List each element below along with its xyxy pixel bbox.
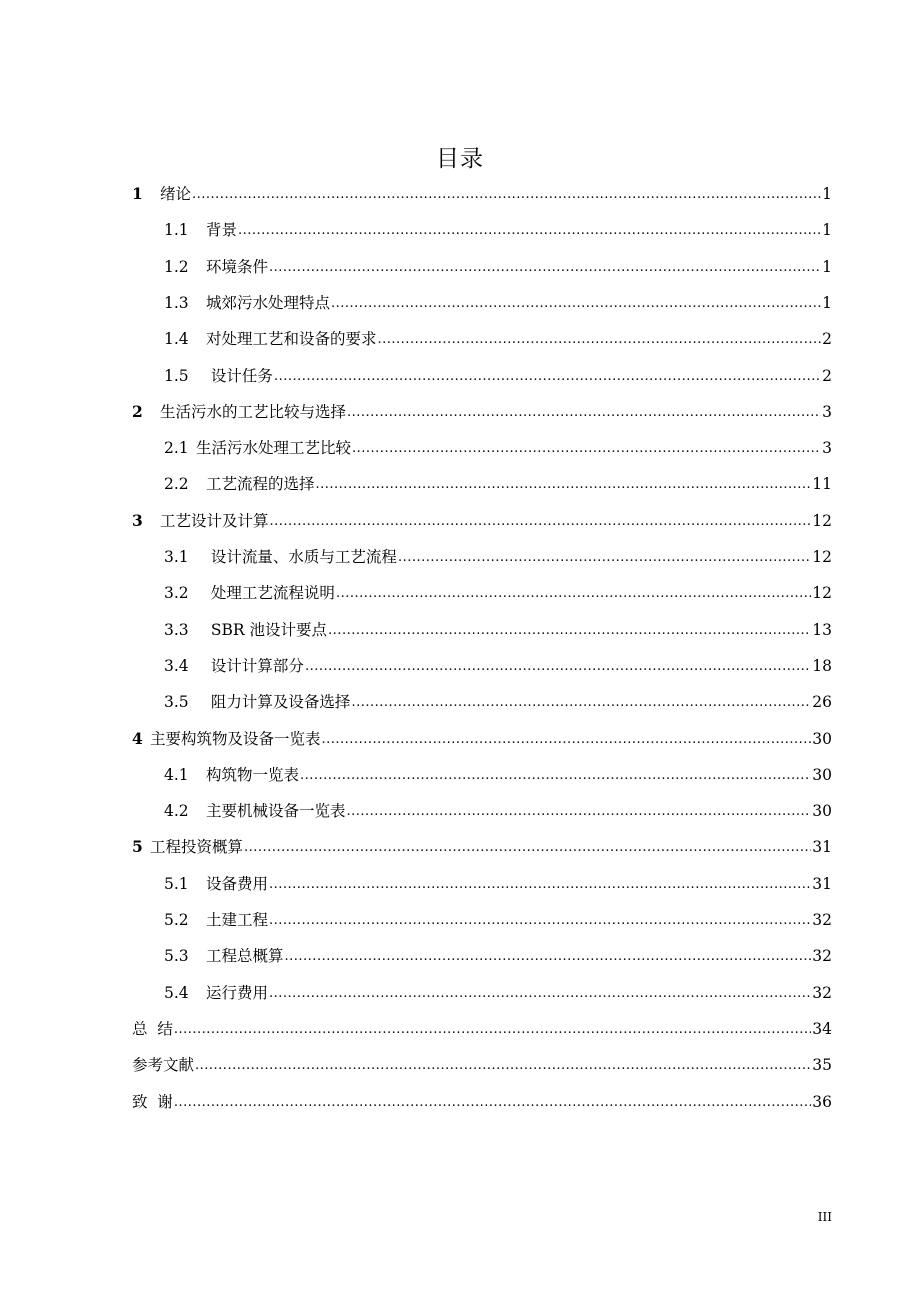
toc-entry-number: 1.3: [164, 293, 189, 312]
toc-entry-label: 设计计算部分: [206, 656, 304, 675]
toc-dot-leader: [174, 1021, 811, 1039]
toc-entry[interactable]: [164, 616, 832, 640]
toc-entry-number: 2.2: [164, 475, 189, 494]
toc-entry[interactable]: [164, 688, 832, 712]
toc-entry-label: 设计流量、水质与工艺流程: [206, 548, 397, 566]
toc-entry[interactable]: [164, 362, 832, 386]
toc-entry-number: 5.4: [164, 983, 189, 1002]
page-number: III: [817, 1210, 832, 1224]
toc-entry-number: 2: [132, 401, 143, 421]
toc-entry-label: 主要构筑物及设备一览表: [150, 729, 321, 748]
toc-entry-number: 3.3: [164, 620, 189, 639]
toc-dot-leader: [269, 912, 811, 930]
toc-dot-leader: [269, 259, 821, 277]
toc-entry-label: 运行费用: [206, 983, 269, 1002]
toc-entry-label: 设备费用: [206, 874, 269, 893]
toc-dot-leader: [316, 476, 812, 494]
toc-dot-leader: [398, 549, 811, 567]
toc-entry-page: 1: [822, 293, 832, 312]
toc-entry-label: 城郊污水处理特点: [206, 293, 331, 312]
toc-entry-number: 5: [132, 837, 143, 857]
toc-entry[interactable]: [132, 398, 832, 422]
toc-dot-leader: [328, 622, 811, 640]
toc-entry[interactable]: [132, 507, 832, 531]
toc-entry-label: 阻力计算及设备选择: [206, 693, 351, 712]
toc-entry[interactable]: [164, 253, 832, 277]
toc-dot-leader: [305, 658, 811, 676]
toc-entry[interactable]: [164, 470, 832, 494]
toc-entry-label: 工程总概算: [206, 947, 284, 966]
toc-entry-number: 3.1: [164, 548, 189, 566]
toc-entry-page: 35: [812, 1056, 832, 1075]
toc-entry-label: 主要机械设备一览表: [206, 802, 346, 821]
toc-dot-leader: [331, 295, 821, 313]
toc-entry-label: 环境条件: [206, 257, 269, 276]
toc-entry[interactable]: [132, 1051, 832, 1075]
toc-entry-page: 36: [812, 1092, 832, 1111]
toc-dot-leader: [347, 404, 821, 422]
toc-entry-page: 12: [812, 548, 832, 566]
toc-entry[interactable]: [164, 942, 832, 966]
toc-entry[interactable]: [164, 579, 832, 603]
toc-entry-label: 总 结: [132, 1019, 173, 1038]
toc-entry-label: 工艺流程的选择: [206, 475, 315, 494]
toc-entry-label: SBR 池设计要点: [206, 620, 328, 639]
toc-entry-number: 3.2: [164, 584, 189, 603]
toc-dot-leader: [274, 368, 821, 386]
toc-entry-page: 32: [812, 983, 832, 1002]
toc-dot-leader: [336, 585, 811, 603]
toc-entry-page: 12: [812, 511, 832, 530]
toc-entry-page: 1: [822, 257, 832, 276]
toc-dot-leader: [174, 1094, 811, 1112]
toc-entry[interactable]: [164, 870, 832, 894]
toc-entry-number: 5.3: [164, 947, 189, 966]
toc-dot-leader: [300, 767, 811, 785]
toc-entry-page: 26: [812, 693, 832, 712]
toc-entry[interactable]: [164, 289, 832, 313]
toc-dot-leader: [238, 222, 821, 240]
toc-entry-page: 1: [822, 185, 832, 203]
toc-entry-page: 3: [822, 439, 832, 458]
toc-entry-page: 31: [812, 838, 832, 857]
toc-entry[interactable]: [164, 434, 832, 458]
toc-entry-number: 3.4: [164, 656, 189, 675]
toc-entry-label: 对处理工艺和设备的要求: [206, 330, 377, 349]
toc-entry-label: 致 谢: [132, 1092, 173, 1111]
toc-entry-page: 31: [812, 874, 832, 893]
toc-dot-leader: [378, 331, 822, 349]
toc-dot-leader: [285, 948, 812, 966]
toc-dot-leader: [347, 803, 812, 821]
toc-entry[interactable]: [164, 325, 832, 349]
toc-entry-page: 11: [812, 475, 832, 494]
toc-entry[interactable]: [164, 797, 832, 821]
toc-entry-number: 5.1: [164, 874, 189, 893]
toc-entry-page: 32: [812, 947, 832, 966]
toc-entry-number: 4.2: [164, 802, 189, 821]
toc-entry-page: 34: [812, 1019, 832, 1038]
toc-entry[interactable]: [132, 833, 832, 857]
toc-dot-leader: [270, 513, 812, 531]
toc-entry-label: 工程投资概算: [150, 838, 244, 857]
toc-entry-number: 1.5: [164, 366, 189, 385]
toc-entry-number: 1: [132, 184, 143, 203]
toc-entry-page: 30: [812, 765, 832, 784]
toc-entry-label: 生活污水的工艺比较与选择: [160, 402, 347, 421]
toc-entry-label: 绪论: [160, 185, 192, 203]
toc-entry[interactable]: [164, 652, 832, 676]
toc-entry-number: 1.4: [164, 330, 189, 349]
toc-entry[interactable]: [132, 1088, 832, 1112]
toc-entry-label: 工艺设计及计算: [160, 511, 269, 530]
toc-dot-leader: [244, 839, 811, 857]
toc-entry-number: 5.2: [164, 911, 189, 929]
toc-entry[interactable]: [132, 1015, 832, 1039]
toc-dot-leader: [195, 1057, 811, 1075]
page-title: 目录: [436, 146, 484, 172]
toc-entry-page: 12: [812, 584, 832, 603]
toc-dot-leader: [351, 694, 811, 712]
toc-entry-number: 4.1: [164, 765, 189, 784]
toc-entry-page: 2: [822, 330, 832, 349]
toc-entry-page: 1: [822, 221, 832, 240]
toc-entry[interactable]: [164, 906, 832, 930]
toc-entry-page: 13: [812, 620, 832, 639]
toc-entry-page: 3: [822, 402, 832, 421]
toc-entry-label: 生活污水处理工艺比较: [196, 439, 352, 458]
toc-entry-number: 1.2: [164, 257, 189, 276]
toc-dot-leader: [269, 876, 811, 894]
toc-entry-label: 处理工艺流程说明: [206, 584, 335, 603]
toc-dot-leader: [352, 440, 821, 458]
toc-entry-label: 设计任务: [206, 366, 273, 385]
toc-entry-number: 2.1: [164, 439, 189, 458]
toc-entry-page: 2: [822, 366, 832, 385]
toc-dot-leader: [192, 186, 821, 204]
toc-entry-number: 3: [132, 510, 143, 530]
toc-dot-leader: [322, 731, 812, 749]
toc-dot-leader: [269, 985, 811, 1003]
toc-entry-page: 30: [812, 729, 832, 748]
toc-entry[interactable]: [164, 543, 832, 567]
toc-entry[interactable]: [132, 180, 832, 204]
toc-entry-label: 构筑物一览表: [206, 765, 300, 784]
toc-entry-page: 18: [812, 656, 832, 675]
toc-entry-page: 32: [812, 911, 832, 929]
toc-entry-label: 背景: [206, 221, 238, 240]
toc-entry-label: 参考文献: [132, 1056, 195, 1075]
toc-entry-number: 4: [132, 728, 143, 748]
toc-entry-number: 3.5: [164, 693, 189, 712]
toc-entry[interactable]: [164, 979, 832, 1003]
toc-entry-number: 1.1: [164, 221, 189, 240]
toc-entry-page: 30: [812, 802, 832, 821]
toc-entry[interactable]: [132, 725, 832, 749]
toc-entry-label: 土建工程: [206, 911, 269, 929]
toc-entry[interactable]: [164, 761, 832, 785]
toc-entry[interactable]: [164, 216, 832, 240]
